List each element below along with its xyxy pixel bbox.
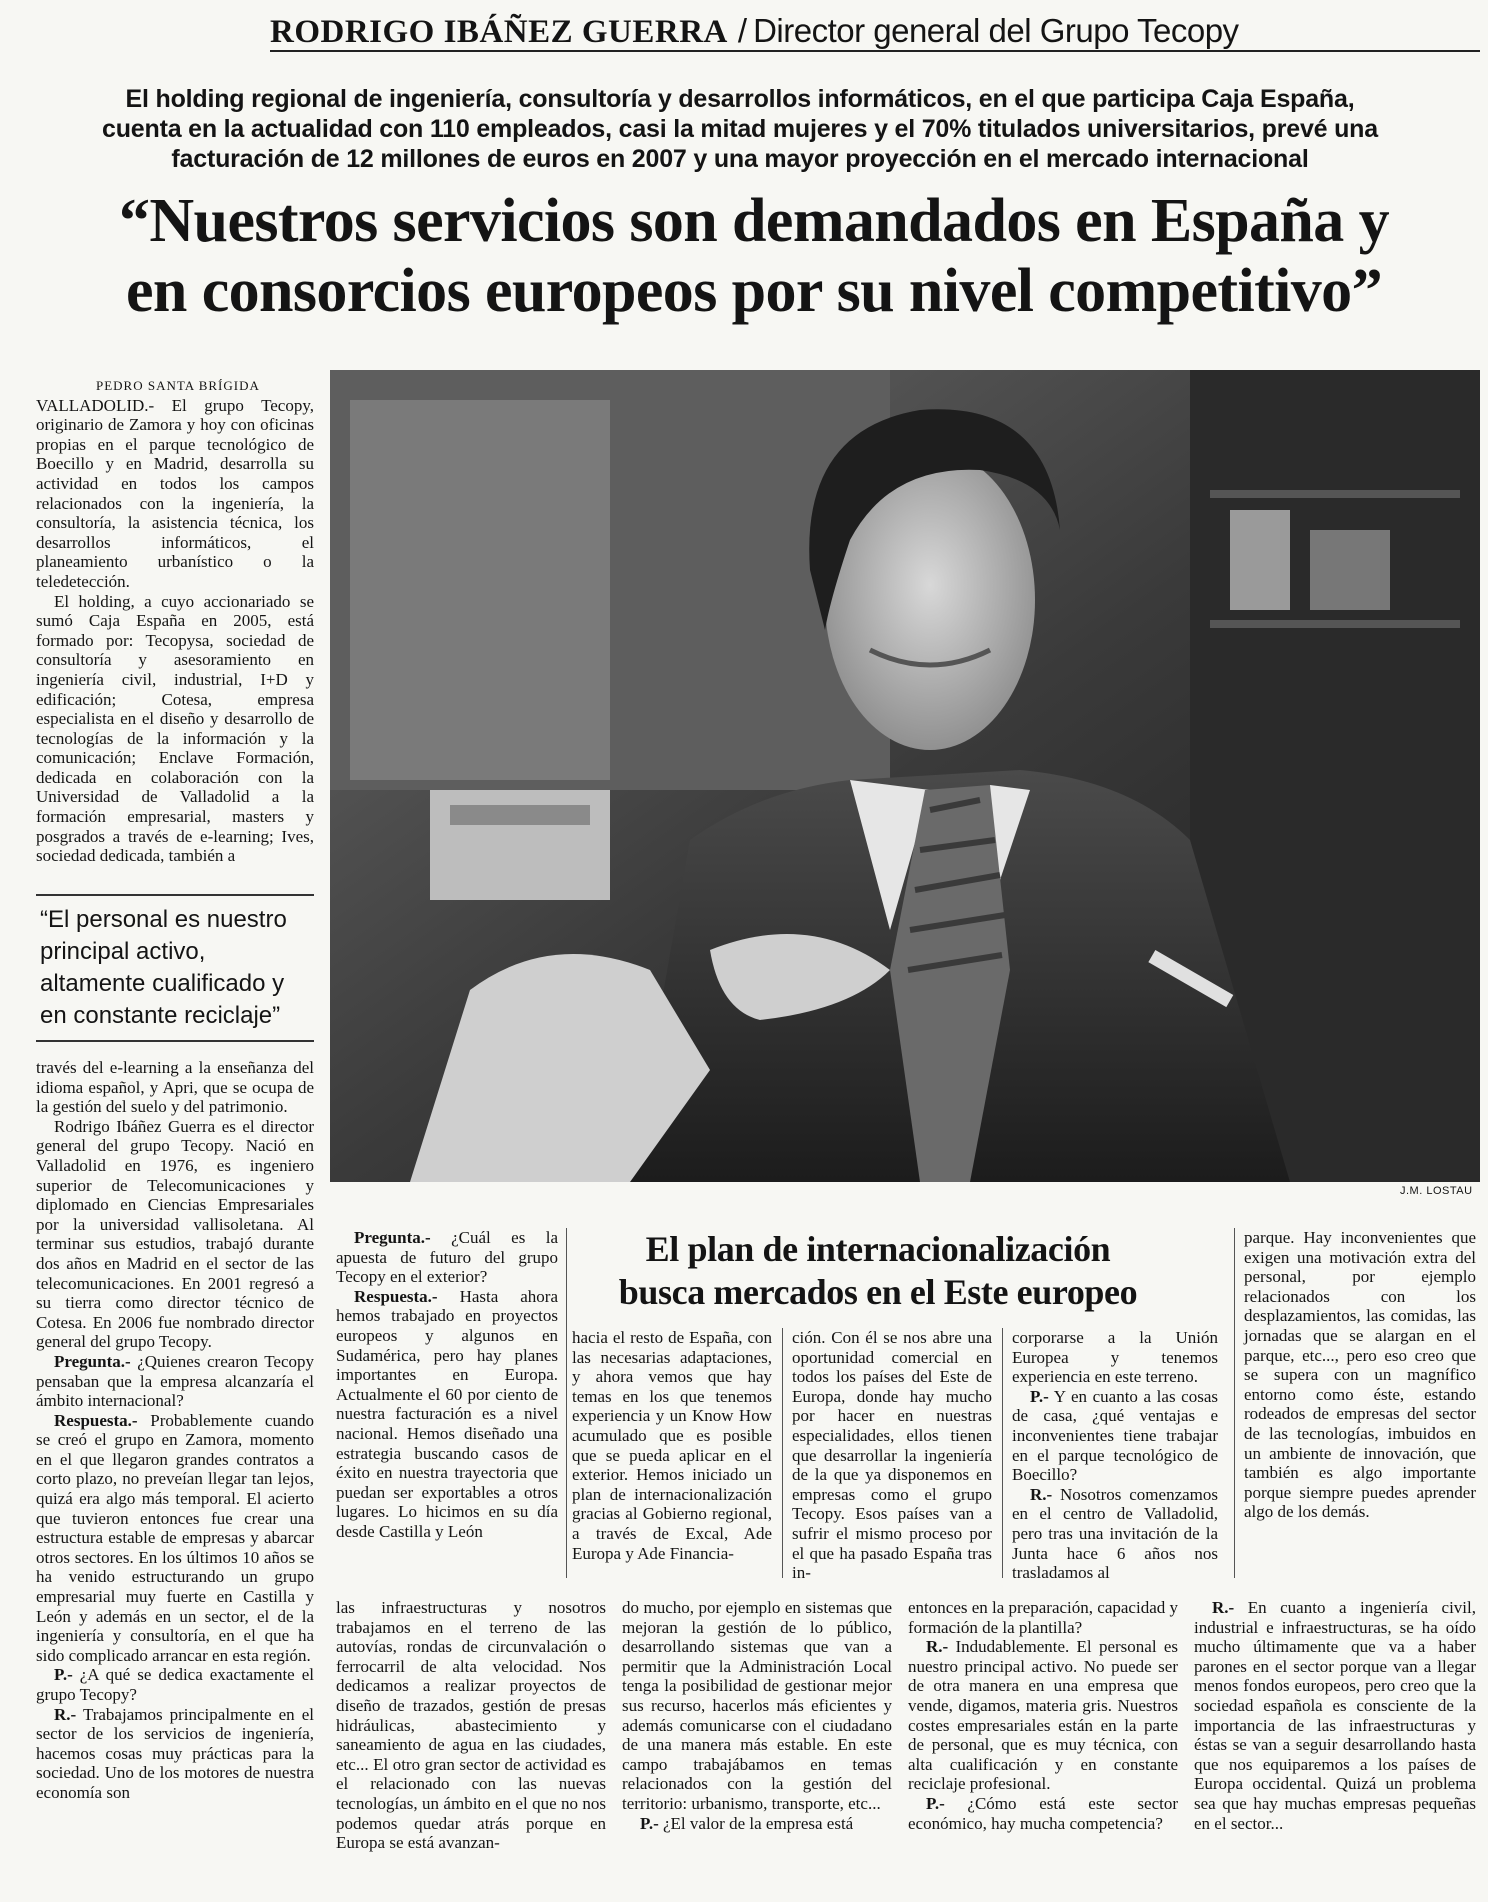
answer: R.- En cuanto a ingeniería civil, industrial e infraestructuras, se ha oído mucho últimamente que va a haber parones en el sector porque van a llegar menos fondos europeos, pero creo que la sociedad española es consciente de la importancia de las infraestructuras y éstas se van a seguir desarrollando hasta que nos equiparemos a los países de Europa occidental. Quizá un problema sea que hay muchas empresas pequeñas en el sector... — [1194, 1598, 1476, 1833]
paragraph: VALLADOLID.- El grupo Tecopy, originario de Zamora y hoy con oficinas propias en el parque tecnológico de Boecillo y en Madrid, desarrolla su actividad en todos los campos relacionados con la ingeniería, la consultoría, la asistencia técnica, los desarrollos informáticos, el planeamiento urbanístico o la teledetección. — [36, 395, 314, 591]
headline-line: en consorcios europeos por su nivel competitivo” — [126, 257, 1382, 325]
paragraph: hacia el resto de España, con las necesarias adaptaciones, y ahora vemos que hay temas en los que tenemos experiencia y un Know How acumulado que es posible que se pueda aplicar en el exterior. Hemos iniciado un plan de internacionalización gracias al Gobierno regional, a través de Excal, Ade Europa y Ade Financia- — [572, 1328, 772, 1563]
interviewee-role: Director general del Grupo Tecopy — [753, 12, 1239, 49]
paragraph: entonces en la preparación, capacidad y formación de la plantilla? — [908, 1598, 1178, 1637]
answer: Respuesta.- Hasta ahora hemos trabajado en proyectos europeos y algunos en Sudamérica, pero hay planes importantes en Europa. Actualmente el 60 por ciento de nuestra facturación es a nivel nacional. Hemos diseñado una estrategia buscando casos de éxito en nuestra trayectoria que puedan ser exportables a otros lugares. Lo hicimos en su día desde Castilla y León — [336, 1286, 558, 1541]
paragraph: través del e-learning a la enseñanza del idioma español, y Apri, que se ocupa de la gestión del suelo y del patrimonio. — [36, 1058, 314, 1117]
question: Pregunta.- ¿Cuál es la apuesta de futuro del grupo Tecopy en el exterior? — [336, 1228, 558, 1287]
paragraph: ción. Con él se nos abre una oportunidad comercial en todos los países del Este de Europa, donde hay mucho por hacer en nuestras especialidades, ellos tienen que desarrollar la ingeniería de la que ya disponemos en empresas como el grupo Tecopy. Esos países van a sufrir el mismo proceso por el que ha pasado España tras in- — [792, 1328, 992, 1583]
column-4-bottom — [908, 1598, 1178, 1833]
subhead-line: busca mercados en el Este europeo — [618, 1272, 1138, 1312]
pull-quote — [40, 904, 318, 1032]
answer: R.- Trabajamos principalmente en el sector de los servicios de ingeniería, hacemos cosas muy prácticas para la sociedad. Uno de los motores de nuestra economía son — [36, 1704, 314, 1802]
column-2-mid — [336, 1228, 558, 1542]
subhead-line: El plan de internacionalización — [645, 1229, 1111, 1269]
paragraph: Rodrigo Ibáñez Guerra es el director general del grupo Tecopy. Nació en Valladolid en 1976, es ingeniero superior de Telecomunicaciones y diplomado en Ciencias Empresariales por la universidad vallisoletana. Al terminar sus estudios, trabajó durante dos años en Madrid en el sector de las telecomunicaciones. En 2001 regresó a su tierra como director técnico de Cotesa. En 2006 fue nombrado director general del grupo Tecopy. — [36, 1116, 314, 1352]
question: P.- ¿El valor de la empresa está — [640, 1813, 854, 1833]
column-rule — [566, 1228, 567, 1578]
paragraph: parque. Hay inconvenientes que exigen una motivación extra del personal, por ejemplo relacionados con los desplazamientos, las comidas, las jornadas que se alargan en el parque, etc..., pero eso creo que se supera con un magnífico entorno como éste, estando rodeados de empresas del sector de las tecnologías, imbuidos en un ambiente de innovación, que también es algo importante porque siempre puedes aprender algo de los demás. — [1244, 1228, 1476, 1522]
column-5-mid — [1012, 1328, 1218, 1583]
column-4-mid — [792, 1328, 992, 1583]
byline: PEDRO SANTA BRÍGIDA — [96, 378, 260, 393]
photo-credit: J.M. LOSTAU — [1400, 1185, 1473, 1197]
question: P.- Y en cuanto a las cosas de casa, ¿qué ventajas e inconvenientes tiene trabajar en el parque tecnológico de Boecillo? — [1012, 1386, 1218, 1485]
paragraph: las infraestructuras y nosotros trabajamos en el terreno de las autovías, rondas de circunvalación o ferrocarril de alta velocidad. Nos dedicamos a realizar proyectos de diseño de trazados, gestión de presas hidráulicas, abastecimiento y saneamiento de agua en las ciudades, etc... El otro gran sector de actividad es el relacionado con las nuevas tecnologías, un ámbito en el que no nos podemos quedar atrás porque en Europa se está avanzan- — [336, 1598, 606, 1853]
column-6-mid — [1244, 1228, 1476, 1522]
answer: Respuesta.- Probablemente cuando se creó el grupo en Zamora, momento en el que llegaron grandes contratos a corto plazo, no preveían llegar tan lejos, quizá era algo más temporal. El acierto que tuvieron entonces fue crear una estructura estable de empresas y abarcar otros sectores. En los últimos 10 años se ha venido estructurando un grupo empresarial muy fuerte en Castilla y León y además en un sector, el de la ingeniería y consultoría, en el que ha sido complicado arrancar en esta región. — [36, 1410, 314, 1665]
column-3-mid — [572, 1328, 772, 1563]
pull-quote-rule — [36, 894, 314, 896]
pull-quote-line: “El personal es nuestro — [40, 906, 287, 933]
headline — [64, 186, 1444, 326]
interviewee-name: RODRIGO IBÁÑEZ GUERRA — [270, 14, 728, 50]
pull-quote-line: principal activo, — [40, 938, 206, 965]
column-1-top — [36, 376, 314, 866]
portrait-illustration — [330, 370, 1480, 1182]
intro-line: facturación de 12 millones de euros en 2007 y una mayor proyección en el mercado internacional — [171, 145, 1309, 173]
column-rule — [1234, 1228, 1235, 1578]
pull-quote-line: altamente cualificado y — [40, 970, 285, 997]
answer: R.- Indudablemente. El personal es nuestro principal activo. No puede ser de otra manera en una empresa que vende, digamos, materia gris. Nuestros costes empresariales están en la parte de personal, que es muy técnica, con alta cualificación y en constante reciclaje profesional. — [908, 1637, 1178, 1794]
column-rule — [1002, 1328, 1003, 1578]
question: Pregunta.- ¿Quienes crearon Tecopy pensaban que la empresa alcanzaría el ámbito internacional? — [36, 1351, 314, 1411]
header-rule — [270, 50, 1480, 52]
headline-line: “Nuestros servicios son demandados en España y — [118, 187, 1389, 255]
question: P.- ¿Cómo está este sector económico, hay mucha competencia? — [908, 1793, 1178, 1833]
column-rule — [782, 1328, 783, 1578]
pull-quote-rule — [36, 1040, 314, 1042]
column-2-bottom — [336, 1598, 606, 1853]
question: P.- ¿A qué se dedica exactamente el grupo Tecopy? — [36, 1665, 314, 1704]
column-5-bottom — [1194, 1598, 1476, 1833]
column-3-bottom — [622, 1598, 892, 1833]
pull-quote-line: en constante reciclaje” — [40, 1002, 281, 1029]
paragraph: El holding, a cuyo accionariado se sumó Caja España en 2005, está formado por: Tecopysa, sociedad de consultoría y asesoramiento en ingeniería civil, industrial, I+D y edificación; Cotesa, empresa especialista en el diseño y desarrollo de tecnologías de la información y la comunicación; Enclave Formación, dedicada en colaboración con la Universidad de Valladolid a la formación empresarial, masters y posgrados a través de e-learning; Ives, sociedad dedicada, también a — [36, 591, 314, 866]
answer: R.- Nosotros comenzamos en el centro de Valladolid, pero tras una invitación de la Junta hace 6 años nos trasladamos al — [1012, 1484, 1218, 1583]
column-1-bottom — [36, 1058, 314, 1803]
intro-deck — [80, 84, 1400, 174]
paragraph: do mucho, por ejemplo en sistemas que mejoran la gestión de lo público, desarrollando sistemas que van a permitir que la Administración Local tenga la posibilidad de gestionar mejor sus recurso, hacerlos más eficientes y además comunicarse con el ciudadano de una manera más estable. En este campo trabajábamos en temas relacionados con la gestión del territorio: urbanismo, transporte, etc... — [622, 1598, 892, 1813]
header-separator: / — [737, 12, 748, 49]
subhead — [568, 1228, 1188, 1314]
paragraph: corporarse a la Unión Europea y tenemos experiencia en este terreno. — [1012, 1328, 1218, 1387]
intro-line: cuenta en la actualidad con 110 empleados, casi la mitad mujeres y el 70% titulados universitarios, prevé una — [102, 115, 1378, 143]
interview-photo — [330, 370, 1480, 1182]
intro-line: El holding regional de ingeniería, consultoría y desarrollos informáticos, en el que participa Caja España, — [125, 85, 1355, 113]
